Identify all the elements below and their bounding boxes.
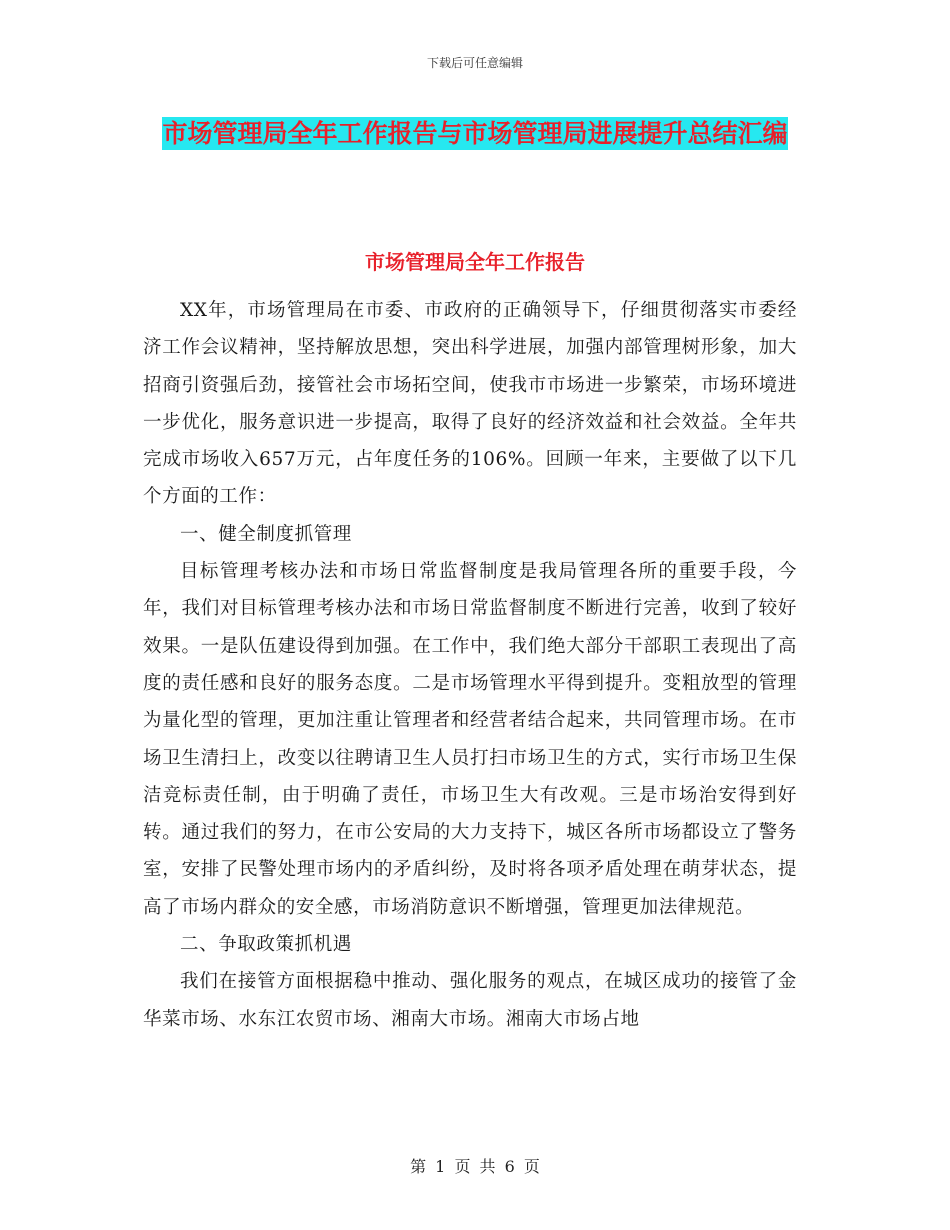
header-note: 下载后可任意编辑 xyxy=(426,56,523,70)
body-paragraph-intro: XX年，市场管理局在市委、市政府的正确领导下，仔细贯彻落实市委经济工作会议精神，坚持解放思想，突出科学进展，加强内部管理树形象，加大招商引资强后劲，接管社会市场拓空间，使我市市场进一步繁荣，市场环境进一步优化，服务意识进一步提高，取得了良好的经济效益和社会效益。全年共完成市场收入657万元，占年度任务的106%。回顾一年来，主要做了以下几个方面的工作： xyxy=(143,300,797,508)
page-number-footer: 第 1 页 共 6 页 xyxy=(410,1157,540,1176)
section-heading-1: 一、健全制度抓管理 xyxy=(180,523,352,545)
document-sub-title: 市场管理局全年工作报告 xyxy=(365,250,585,274)
body-paragraph-section-1: 目标管理考核办法和市场日常监督制度是我局管理各所的重要手段，今年，我们对目标管理考核办法和市场日常监督制度不断进行完善，收到了较好效果。一是队伍建设得到加强。在工作中，我们绝大部分干部职工表现出了高度的责任感和良好的服务态度。二是市场管理水平得到提升。变粗放型的管理为量化型的管理，更加注重让管理者和经营者结合起来，共同管理市场。在市场卫生清扫上，改变以往聘请卫生人员打扫市场卫生的方式，实行市场卫生保洁竞标责任制，由于明确了责任，市场卫生大有改观。三是市场治安得到好转。通过我们的努力，在市公安局的大力支持下，城区各所市场都设立了警务室，安排了民警处理市场内的矛盾纠纷，及时将各项矛盾处理在萌芽状态，提高了市场内群众的安全感，市场消防意识不断增强，管理更加法律规范。 xyxy=(143,561,797,918)
section-heading-2: 二、争取政策抓机遇 xyxy=(180,934,352,956)
main-title-text: 市场管理局全年工作报告与市场管理局进展提升总结汇编 xyxy=(162,119,788,148)
document-main-title xyxy=(140,108,810,160)
body-paragraph-section-2: 我们在接管方面根据稳中推动、强化服务的观点，在城区成功的接管了金华菜市场、水东江农贸市场、湘南大市场。湘南大市场占地 xyxy=(143,971,797,1030)
document-body xyxy=(143,292,797,1038)
